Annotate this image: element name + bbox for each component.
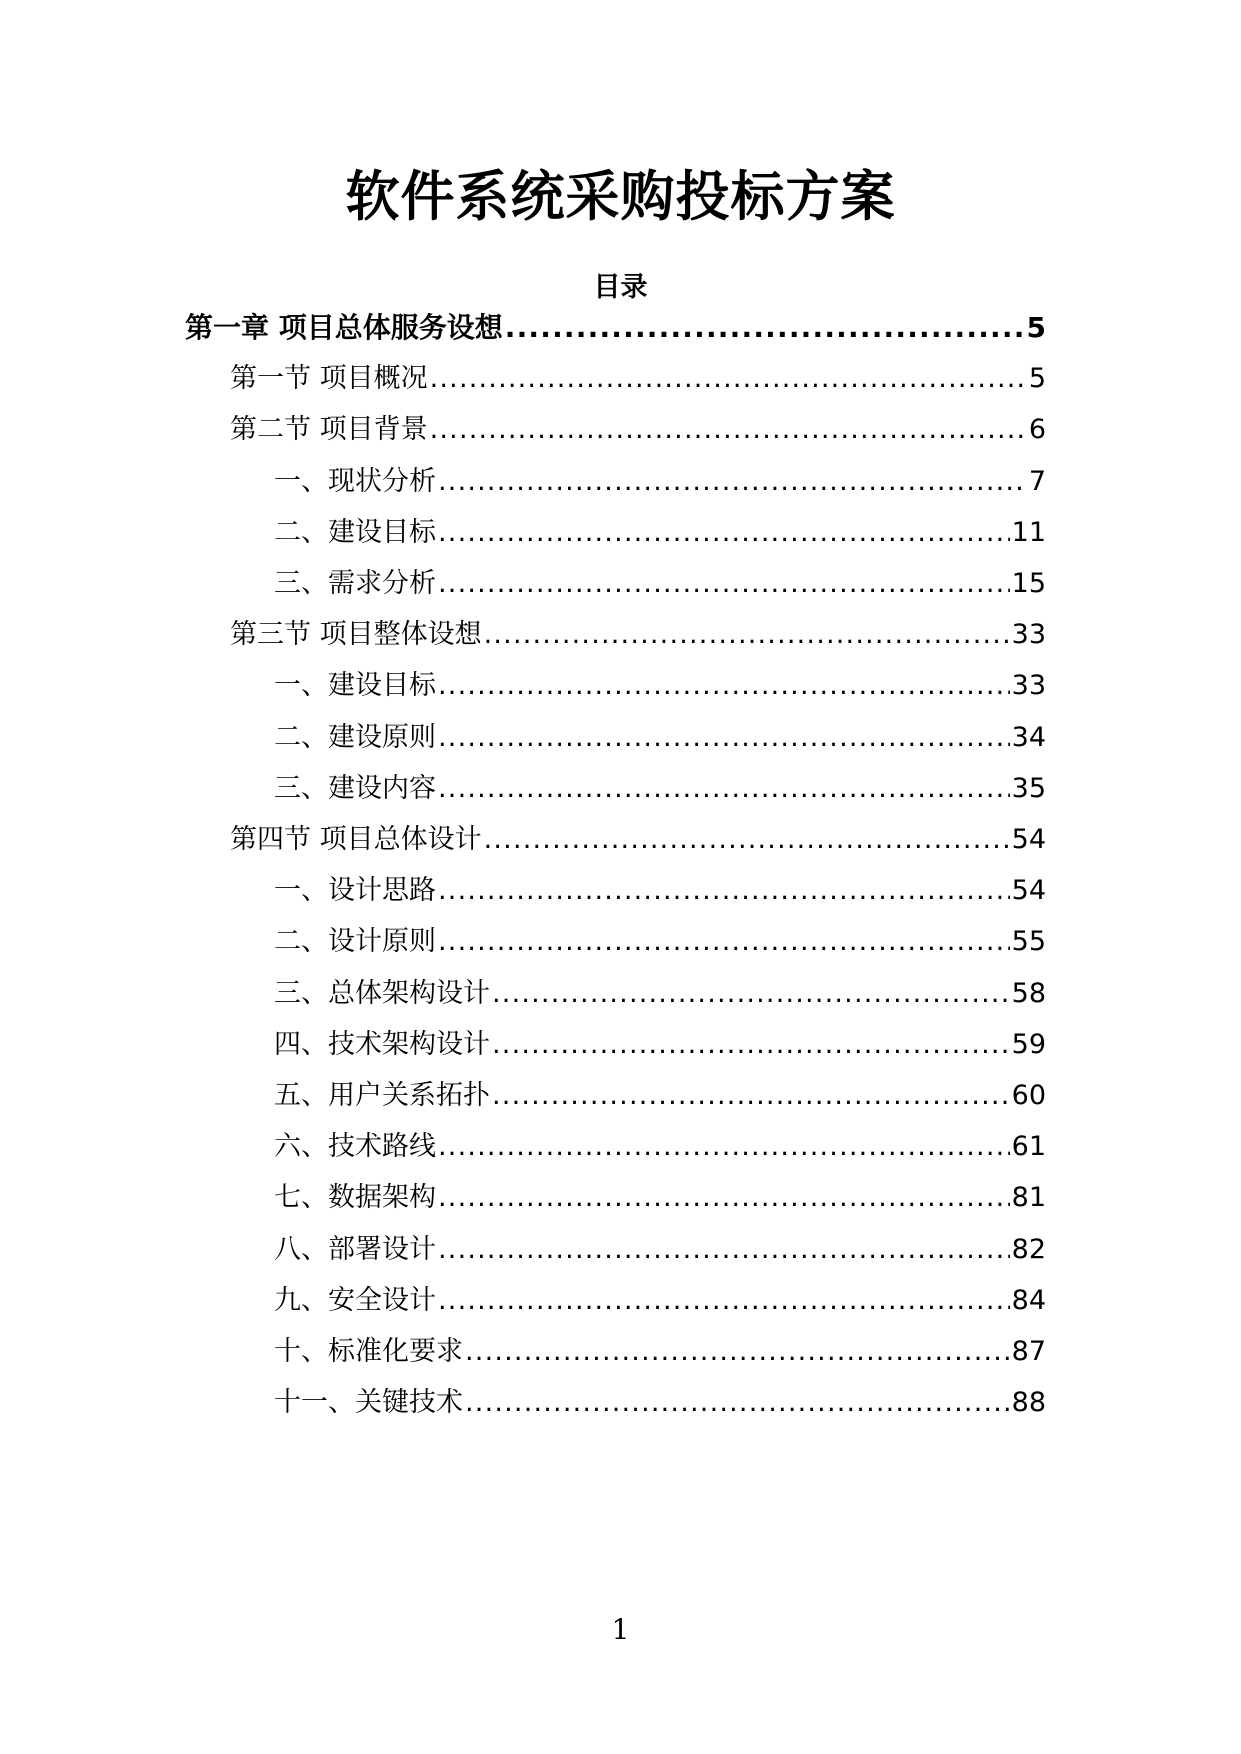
toc-dot-leader xyxy=(465,1385,1010,1421)
toc-entry[interactable] xyxy=(274,924,1046,960)
toc-entry[interactable] xyxy=(230,361,1046,397)
toc-dot-leader xyxy=(438,873,1010,909)
toc-entry-label: 六、技术路线 xyxy=(274,1131,436,1163)
toc-entry[interactable] xyxy=(274,668,1046,704)
toc-heading: 目录 xyxy=(593,272,648,303)
toc-entry-page-number: 81 xyxy=(1011,1182,1046,1214)
toc-entry-label: 二、设计原则 xyxy=(274,926,436,958)
page-number: 1 xyxy=(611,1613,630,1646)
toc-entry[interactable] xyxy=(274,1180,1046,1216)
toc-entry-label: 三、总体架构设计 xyxy=(274,977,490,1009)
toc-entry-page-number: 59 xyxy=(1011,1028,1046,1060)
toc-entry[interactable] xyxy=(274,1232,1046,1268)
toc-entry-label: 第一节 项目概况 xyxy=(230,363,428,395)
toc-entry-page-number: 6 xyxy=(1028,414,1046,446)
toc-entry-page-number: 87 xyxy=(1011,1336,1046,1367)
toc-entry-label: 九、安全设计 xyxy=(274,1284,436,1316)
toc-entry-page-number: 58 xyxy=(1011,977,1046,1009)
toc-entry-label: 第二节 项目背景 xyxy=(230,414,428,446)
toc-entry-label: 八、部署设计 xyxy=(274,1233,436,1265)
toc-entry-page-number: 61 xyxy=(1011,1131,1046,1163)
toc-dot-leader xyxy=(484,617,1010,653)
toc-entry[interactable] xyxy=(274,976,1046,1012)
toc-dot-leader xyxy=(438,464,1027,500)
toc-entry[interactable] xyxy=(274,1385,1046,1421)
toc-entry-label: 第四节 项目总体设计 xyxy=(230,824,482,855)
toc-dot-leader xyxy=(438,1283,1010,1319)
toc-entry-page-number: 88 xyxy=(1011,1387,1046,1419)
toc-entry[interactable] xyxy=(185,310,1046,346)
toc-entry[interactable] xyxy=(230,822,1046,858)
toc-entry-page-number: 54 xyxy=(1011,824,1046,855)
toc-entry-label: 二、建设目标 xyxy=(274,516,436,548)
toc-entry[interactable] xyxy=(274,1283,1046,1319)
toc-dot-leader xyxy=(438,1180,1010,1216)
toc-entry-page-number: 7 xyxy=(1028,465,1046,497)
toc-entry-page-number: 84 xyxy=(1011,1284,1046,1316)
toc-entry-label: 二、建设原则 xyxy=(274,721,436,753)
toc-entry[interactable] xyxy=(230,412,1046,448)
toc-dot-leader xyxy=(492,976,1010,1012)
toc-dot-leader xyxy=(430,361,1027,397)
toc-entry-page-number: 11 xyxy=(1011,516,1046,548)
toc-entry-page-number: 33 xyxy=(1011,670,1046,702)
toc-entry-label: 一、建设目标 xyxy=(274,670,436,702)
toc-dot-leader xyxy=(438,566,1010,602)
toc-dot-leader xyxy=(438,668,1010,704)
toc-entry-label: 七、数据架构 xyxy=(274,1182,436,1214)
toc-dot-leader xyxy=(484,822,1010,858)
toc-entry-label: 一、现状分析 xyxy=(274,465,436,497)
toc-dot-leader xyxy=(465,1334,1010,1370)
toc-entry-page-number: 54 xyxy=(1011,875,1046,907)
toc-entry[interactable] xyxy=(274,1334,1046,1370)
toc-entry-label: 三、建设内容 xyxy=(274,772,436,804)
toc-entry-label: 五、用户关系拓扑 xyxy=(274,1080,490,1111)
toc-entry-label: 十一、关键技术 xyxy=(274,1387,463,1419)
toc-entry-label: 三、需求分析 xyxy=(274,568,436,599)
toc-dot-leader xyxy=(438,771,1010,807)
toc-entry-page-number: 33 xyxy=(1011,619,1046,651)
toc-entry[interactable] xyxy=(274,873,1046,909)
toc-dot-leader xyxy=(438,924,1010,960)
toc-dot-leader xyxy=(430,412,1027,448)
toc-entry[interactable] xyxy=(274,1078,1046,1114)
toc-entry[interactable] xyxy=(274,464,1046,500)
toc-entry-label: 第三节 项目整体设想 xyxy=(230,619,482,651)
toc-entry-page-number: 5 xyxy=(1028,363,1046,395)
toc-entry-label: 十、标准化要求 xyxy=(274,1336,463,1367)
toc-entry[interactable] xyxy=(274,566,1046,602)
toc-entry-page-number: 5 xyxy=(1026,311,1046,344)
toc-dot-leader xyxy=(505,310,1025,346)
toc-entry-label: 一、设计思路 xyxy=(274,875,436,907)
toc-entry[interactable] xyxy=(230,617,1046,653)
toc-entry-page-number: 35 xyxy=(1011,772,1046,804)
toc-dot-leader xyxy=(438,720,1010,756)
toc-entry-page-number: 82 xyxy=(1011,1233,1046,1265)
toc-dot-leader xyxy=(438,515,1010,551)
toc-entry[interactable] xyxy=(274,1027,1046,1063)
toc-entry[interactable] xyxy=(274,1129,1046,1165)
toc-entry[interactable] xyxy=(274,515,1046,551)
toc-entry[interactable] xyxy=(274,720,1046,756)
toc-entry-page-number: 60 xyxy=(1011,1080,1046,1111)
toc-dot-leader xyxy=(438,1232,1010,1268)
toc-entry-page-number: 15 xyxy=(1011,568,1046,599)
toc-dot-leader xyxy=(438,1129,1010,1165)
toc-entry-label: 四、技术架构设计 xyxy=(274,1028,490,1060)
toc-entry[interactable] xyxy=(274,771,1046,807)
toc-dot-leader xyxy=(492,1078,1010,1114)
toc-entry-page-number: 34 xyxy=(1011,721,1046,753)
toc-entry-label: 第一章 项目总体服务设想 xyxy=(185,311,503,344)
document-title: 软件系统采购投标方案 xyxy=(345,165,896,228)
toc-entry-page-number: 55 xyxy=(1011,926,1046,958)
toc-dot-leader xyxy=(492,1027,1010,1063)
